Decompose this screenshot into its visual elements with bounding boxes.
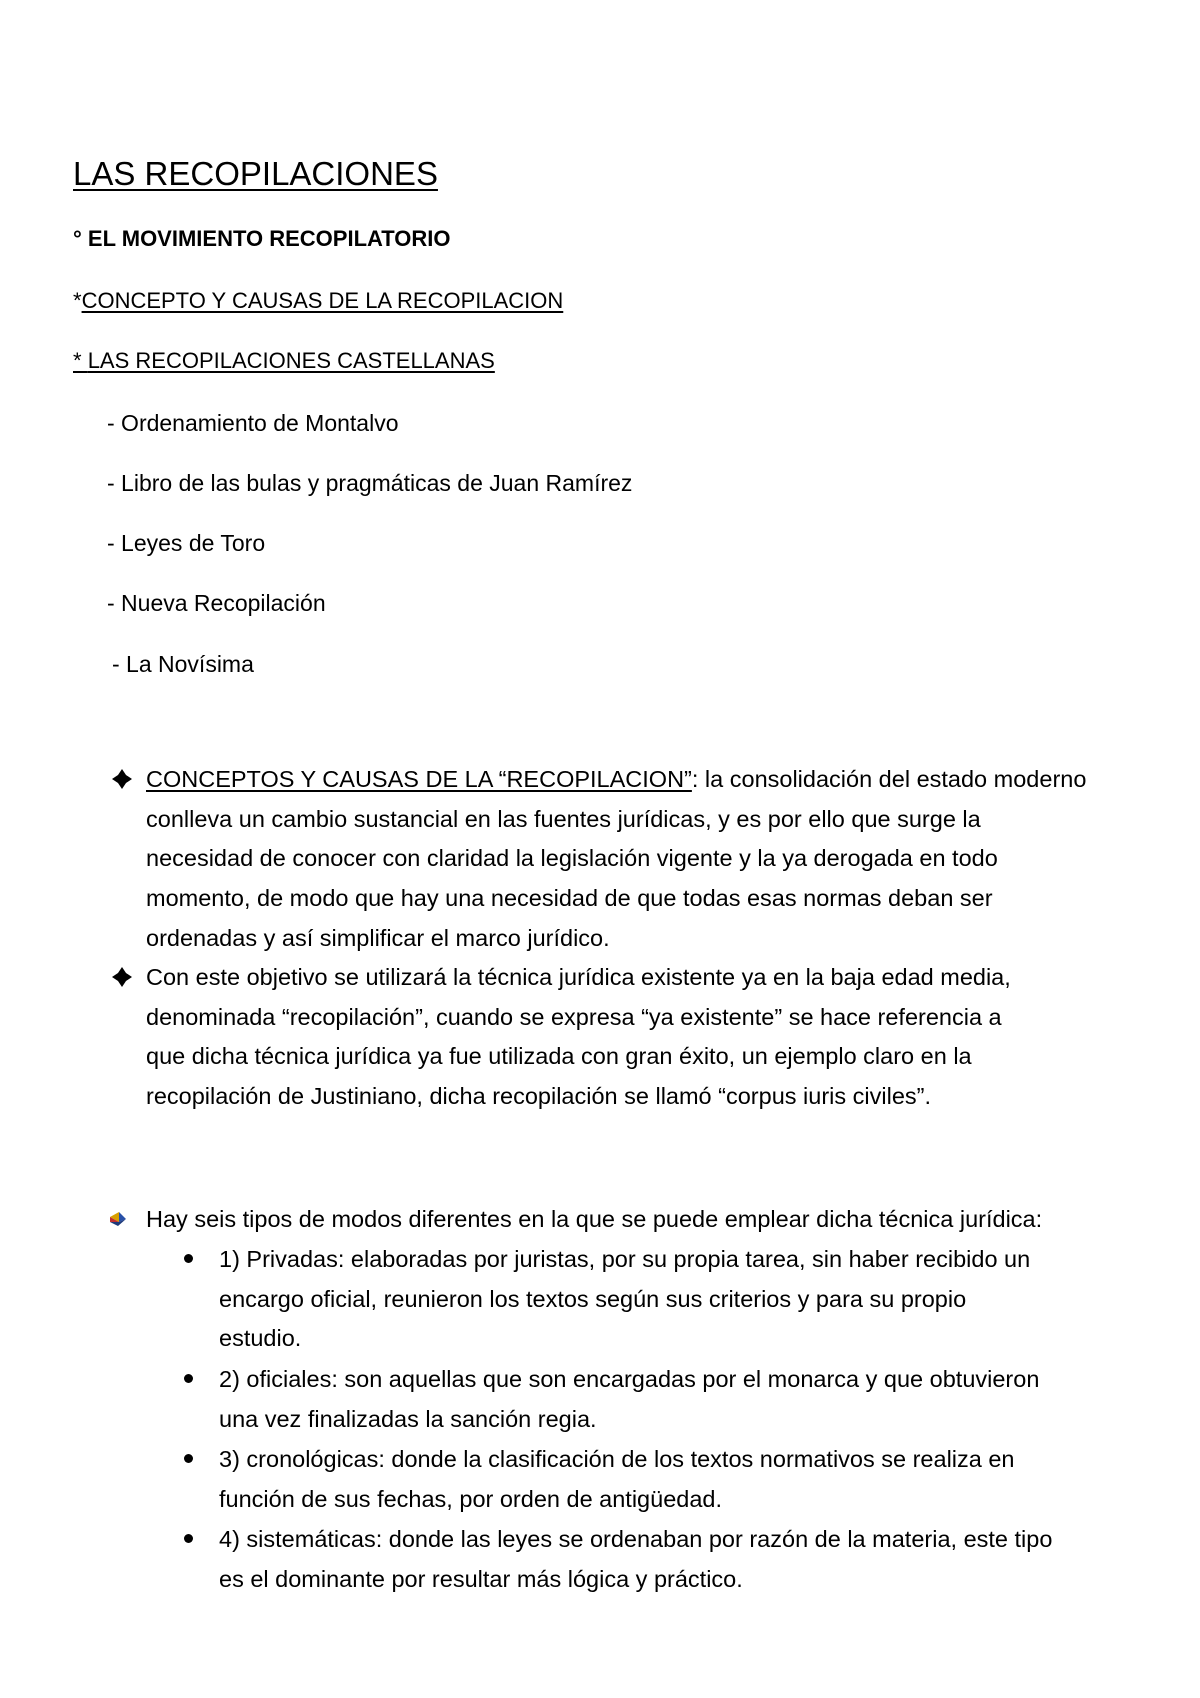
list-item: - La Novísima	[112, 651, 254, 677]
paragraph-objetivo	[146, 958, 1011, 1117]
paragraph-line: que dicha técnica jurídica ya fue utilizada con gran éxito, un ejemplo claro en la	[146, 1043, 972, 1070]
paragraph-line-text: : la consolidación del estado moderno	[691, 766, 1087, 792]
tipo-item	[219, 1440, 1015, 1519]
tipo-item	[219, 1360, 1039, 1439]
paragraph-line: encargo oficial, reunieron los textos según sus criterios y para su propio	[219, 1285, 967, 1312]
list-item: - Nueva Recopilación	[107, 590, 326, 616]
round-bullet-icon	[184, 1534, 193, 1543]
paragraph-conceptos	[146, 760, 1086, 959]
paragraph-line: ordenadas y así simplificar el marco jurídico.	[146, 924, 610, 951]
heading-castellanas	[73, 348, 495, 374]
round-bullet-icon	[184, 1374, 193, 1383]
paragraph-line: función de sus fechas, por orden de antigüedad.	[219, 1485, 723, 1512]
paragraph-line: necesidad de conocer con claridad la legislación vigente y la ya derogada en todo	[146, 845, 998, 872]
paragraph-line: denominada “recopilación”, cuando se expresa “ya existente” se hace referencia a	[146, 1003, 1002, 1030]
diamond-bullet-icon	[112, 769, 132, 789]
list-item: - Leyes de Toro	[107, 530, 266, 556]
paragraph-line: estudio.	[219, 1325, 302, 1352]
paragraph-line: una vez finalizadas la sanción regia.	[219, 1405, 597, 1432]
paragraph-line: momento, de modo que hay una necesidad de que todas esas normas deban ser	[146, 885, 993, 912]
heading-movimiento: ° EL MOVIMIENTO RECOPILATORIO	[73, 226, 451, 251]
tipo-item	[219, 1520, 1052, 1599]
heading-concepto-text: CONCEPTO Y CAUSAS DE LA RECOPILACION	[81, 288, 564, 313]
paragraph-line: es el dominante por resultar más lógica y práctico.	[219, 1565, 743, 1592]
heading-concepto-prefix: *	[73, 288, 82, 313]
round-bullet-icon	[184, 1454, 193, 1463]
paragraph-line: conlleva un cambio sustancial en las fuentes jurídicas, y es por ello que surge la	[146, 805, 981, 832]
paragraph-line: 1) Privadas: elaboradas por juristas, por su propia tarea, sin haber recibido un	[219, 1246, 1031, 1272]
list-item: - Libro de las bulas y pragmáticas de Juan Ramírez	[107, 470, 633, 496]
heading-concepto	[73, 288, 563, 314]
round-bullet-icon	[184, 1254, 193, 1263]
diamond-bullet-icon	[112, 967, 132, 987]
tipo-item	[219, 1240, 1030, 1359]
paragraph-line: Con este objetivo se utilizará la técnica jurídica existente ya en la baja edad media,	[146, 964, 1011, 990]
document-title: LAS RECOPILACIONES	[73, 155, 438, 192]
paragraph-line	[146, 760, 1086, 800]
heading-castellanas-prefix: *	[73, 348, 88, 373]
paragraph-line: 2) oficiales: son aquellas que son encargadas por el monarca y que obtuvieron	[219, 1366, 1040, 1392]
list-item: - Ordenamiento de Montalvo	[107, 410, 399, 436]
heading-castellanas-text: LAS RECOPILACIONES CASTELLANAS	[87, 348, 495, 373]
paragraph-line: 3) cronológicas: donde la clasificación de los textos normativos se realiza en	[219, 1446, 1015, 1472]
paragraph-lead: CONCEPTOS Y CAUSAS DE LA “RECOPILACION”	[146, 766, 692, 792]
tipos-intro: Hay seis tipos de modos diferentes en la que se puede emplear dicha técnica jurídica:	[146, 1206, 1043, 1232]
arrow-bullet-icon	[108, 1210, 128, 1230]
paragraph-line: recopilación de Justiniano, dicha recopilación se llamó “corpus iuris civiles”.	[146, 1083, 932, 1110]
paragraph-line: 4) sistemáticas: donde las leyes se ordenaban por razón de la materia, este tipo	[219, 1526, 1053, 1552]
